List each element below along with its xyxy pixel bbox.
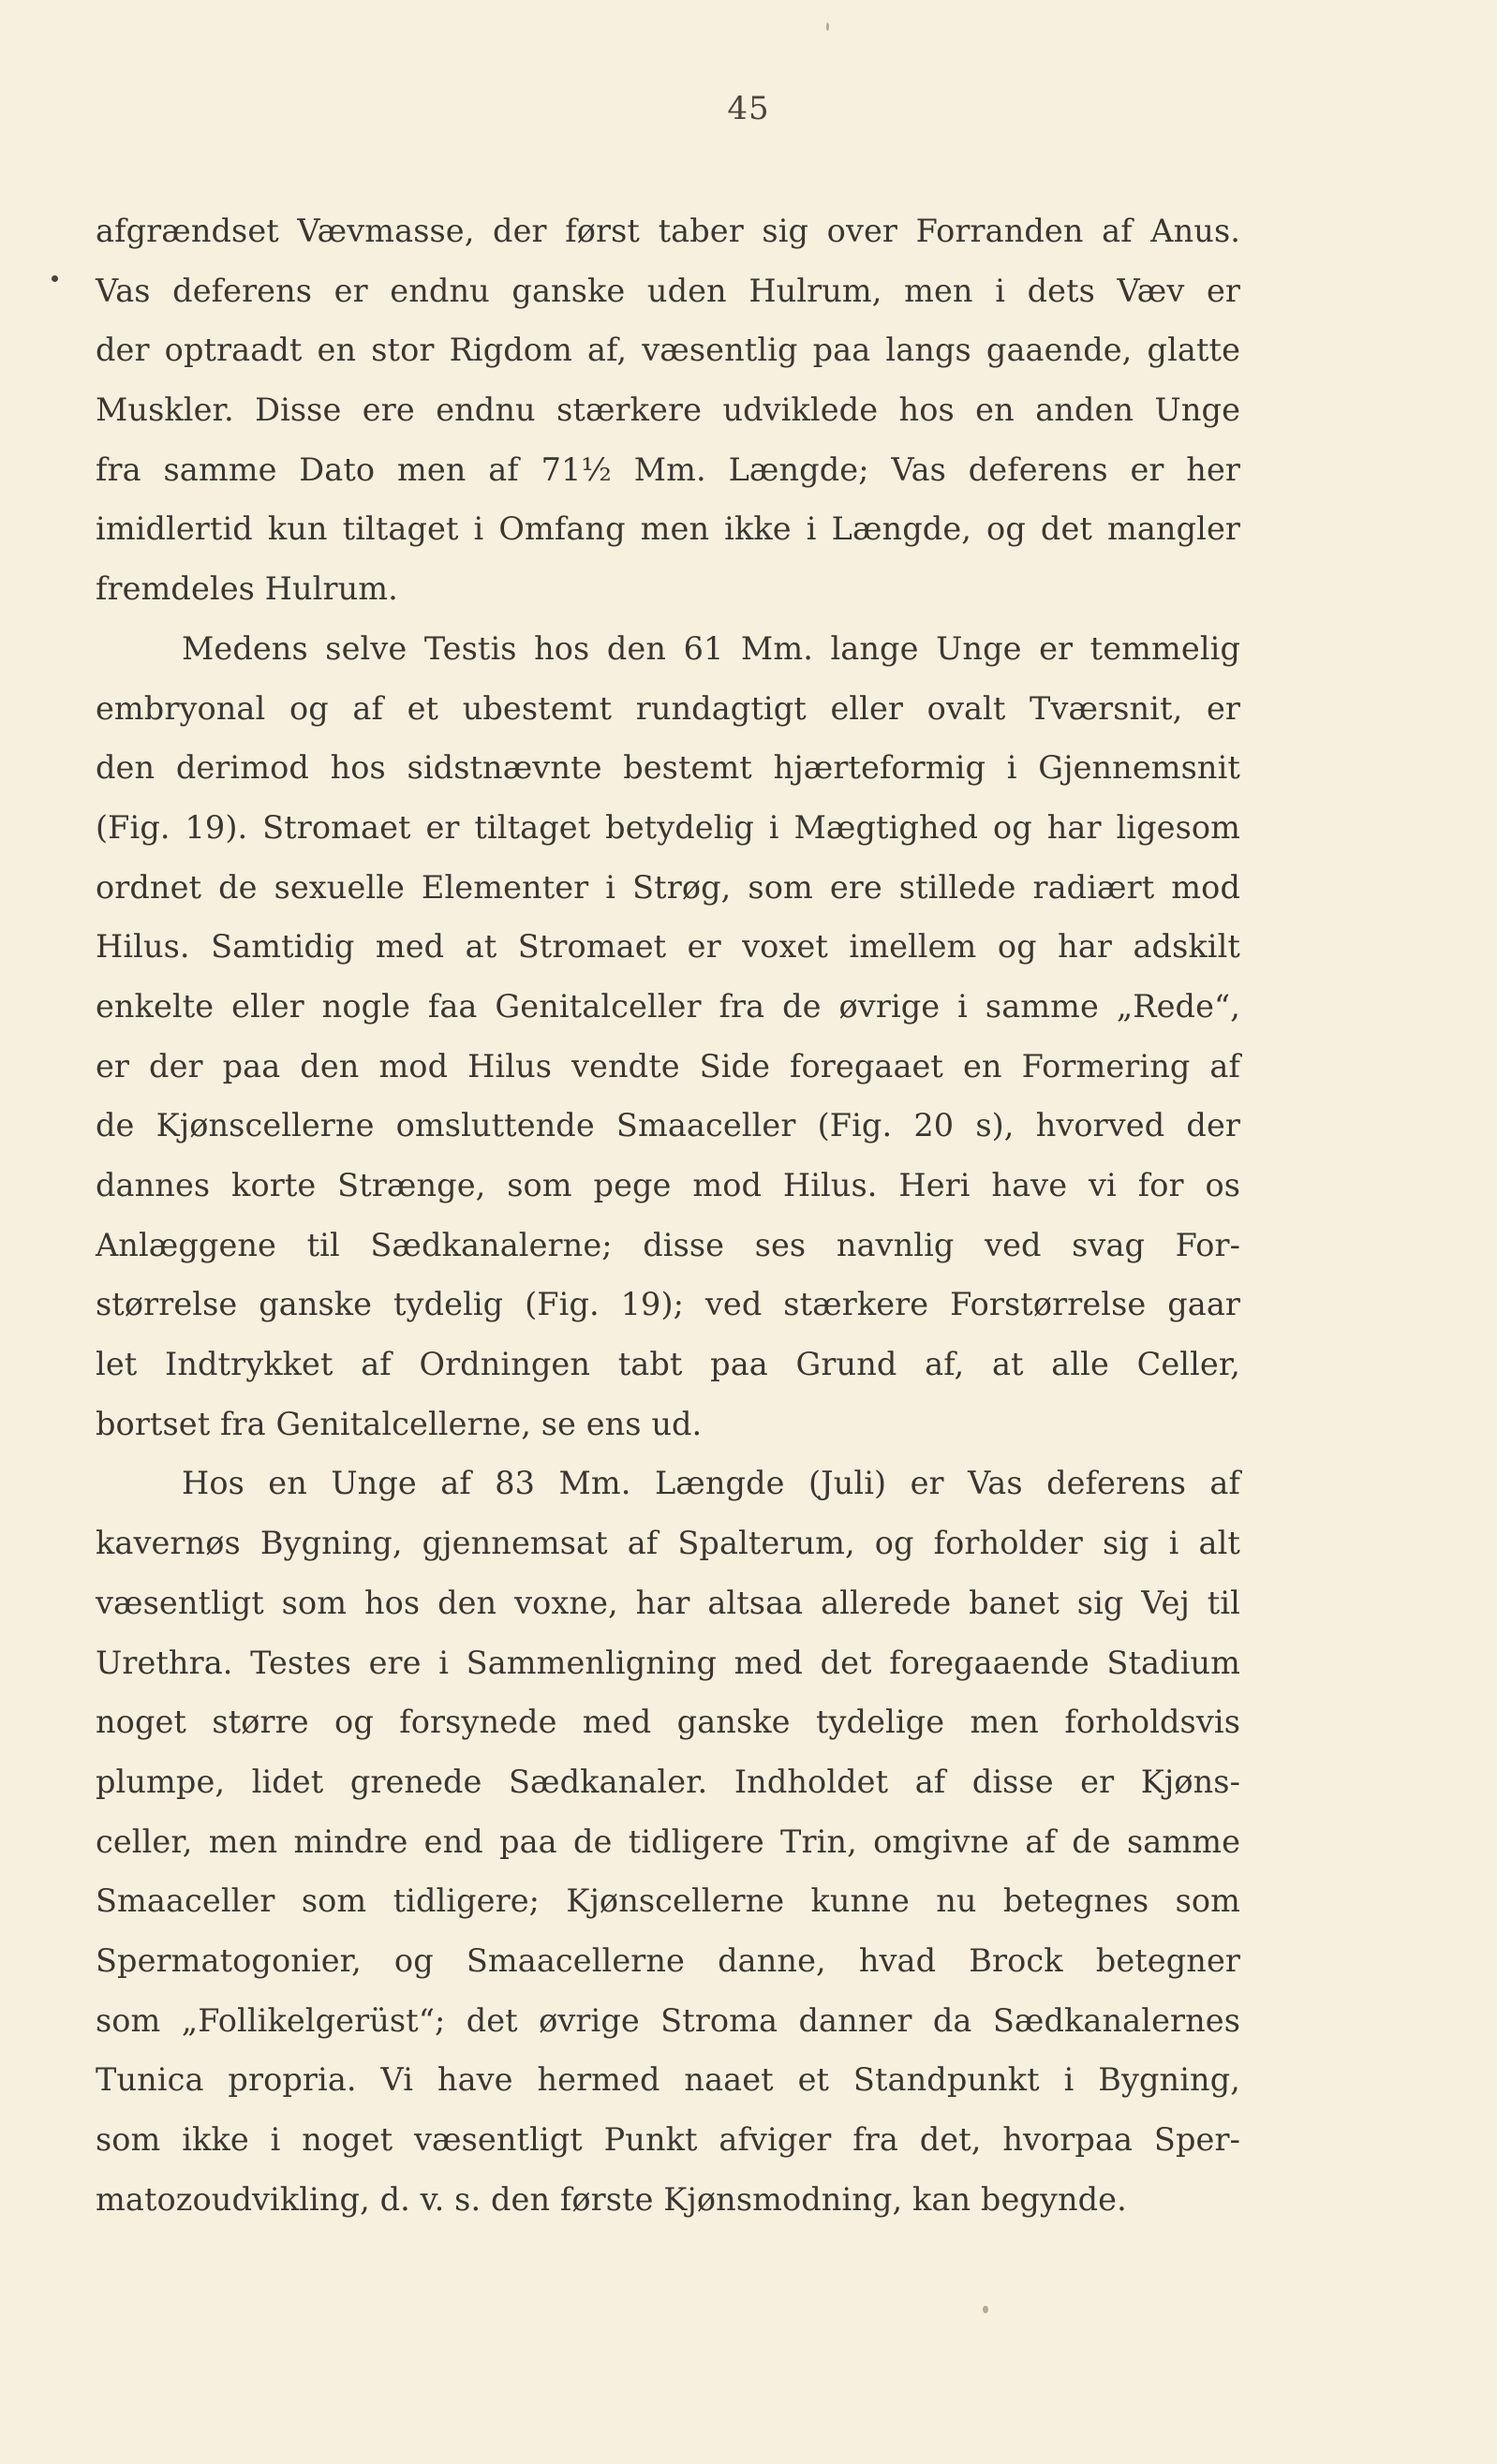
text-line: som „Follikelgerüst“; det øvrige Stroma danner da Sædkanalernes bbox=[96, 2001, 1240, 2039]
text-line: (Fig. 19). Stromaet er tiltaget betydelig i Mægtighed og har ligesom bbox=[96, 808, 1240, 846]
body-text bbox=[96, 201, 1240, 2229]
text-line: fremdeles Hulrum. bbox=[96, 570, 398, 608]
text-line: let Indtrykket af Ordningen tabt paa Grund af, at alle Celler, bbox=[96, 1346, 1240, 1383]
margin-mark bbox=[52, 275, 58, 282]
text-line: Spermatogonier, og Smaacellerne danne, hvad Brock betegner bbox=[96, 1941, 1240, 1979]
text-line: Urethra. Testes ere i Sammenligning med det foregaaende Stadium bbox=[96, 1644, 1240, 1681]
text-line: ordnet de sexuelle Elementer i Strøg, som ere stillede radiært mod bbox=[96, 868, 1240, 906]
text-line: afgrænds​et Vævmasse, der først taber sig over Forranden af Anus. bbox=[96, 213, 1240, 249]
text-line: Muskler. Disse ere endnu stærkere udviklede hos en anden Unge bbox=[96, 391, 1240, 429]
page-number: 45 bbox=[727, 90, 770, 127]
paper-speck bbox=[983, 2306, 988, 2313]
text-line: Medens selve Testis hos den 61 Mm. lange Unge er temmelig bbox=[182, 629, 1240, 667]
text-line: Anlæggene til Sædkanalerne; disse ses navnlig ved svag For- bbox=[96, 1226, 1240, 1263]
text-line: enkelte eller nogle faa Genitalceller fra de øvrige i samme „Rede“, bbox=[96, 987, 1240, 1025]
text-line: Hilus. Samtidig med at Stromaet er voxet imellem og har adskilt bbox=[96, 928, 1240, 966]
text-line: Hos en Unge af 83 Mm. Længde (Juli) er Vas deferens af bbox=[182, 1465, 1240, 1502]
text-line: noget større og forsynede med ganske tydelige men forholdsvis bbox=[96, 1704, 1240, 1741]
text-line: der optraadt en stor Rigdom af, væsentlig paa langs gaaende, glatte bbox=[96, 332, 1240, 369]
text-line: Vas deferens er endnu ganske uden Hulrum, men i dets Væv er bbox=[96, 272, 1240, 309]
text-line: Tunica propria. Vi have hermed naaet et Standpunkt i Bygning, bbox=[96, 2061, 1240, 2099]
text-line: kavernøs Bygning, gjennemsat af Spalterum, og forholder sig i alt bbox=[96, 1525, 1240, 1562]
text-line: matozoudvikling, d. v. s. den første Kjønsmodning, kan begynde. bbox=[96, 2180, 1127, 2218]
text-line: den derimod hos sidstnævnte bestemt hjærteformig i Gjennemsnit bbox=[96, 749, 1240, 787]
text-line: imidlertid kun tiltaget i Omfang men ikke i Længde, og det mangler bbox=[96, 510, 1240, 548]
text-line: som ikke i noget væsentligt Punkt afviger fra det, hvorpaa Sper- bbox=[96, 2121, 1240, 2158]
paper-speck bbox=[826, 22, 829, 31]
text-line: fra samme Dato men af 71½ Mm. Længde; Vas deferens er her bbox=[96, 450, 1240, 488]
text-line: bortset fra Genitalcellerne, se ens ud. bbox=[96, 1405, 703, 1442]
text-line: Smaaceller som tidligere; Kjønscellerne kunne nu betegnes som bbox=[96, 1882, 1240, 1920]
text-line: dannes korte Strænge, som pege mod Hilus. Heri have vi for os bbox=[96, 1167, 1240, 1203]
text-line: er der paa den mod Hilus vendte Side foregaaet en Formering af bbox=[96, 1047, 1240, 1084]
text-line: celler, men mindre end paa de tidligere Trin, omgivne af de samme bbox=[96, 1822, 1240, 1860]
text-line: embryonal og af et ubestemt rundagtigt eller ovalt Tværsnit, er bbox=[96, 689, 1240, 727]
text-line: væsentligt som hos den voxne, har altsaa allerede banet sig Vej til bbox=[96, 1584, 1240, 1621]
text-line: de Kjønscellerne omsluttende Smaaceller (Fig. 20 s), hvorved der bbox=[96, 1107, 1240, 1144]
text-line: plumpe, lidet grenede Sædkanaler. Indholdet af disse er Kjøns- bbox=[96, 1763, 1240, 1800]
text-line: størrelse ganske tydelig (Fig. 19); ved stærkere Forstørrelse gaar bbox=[96, 1286, 1240, 1323]
